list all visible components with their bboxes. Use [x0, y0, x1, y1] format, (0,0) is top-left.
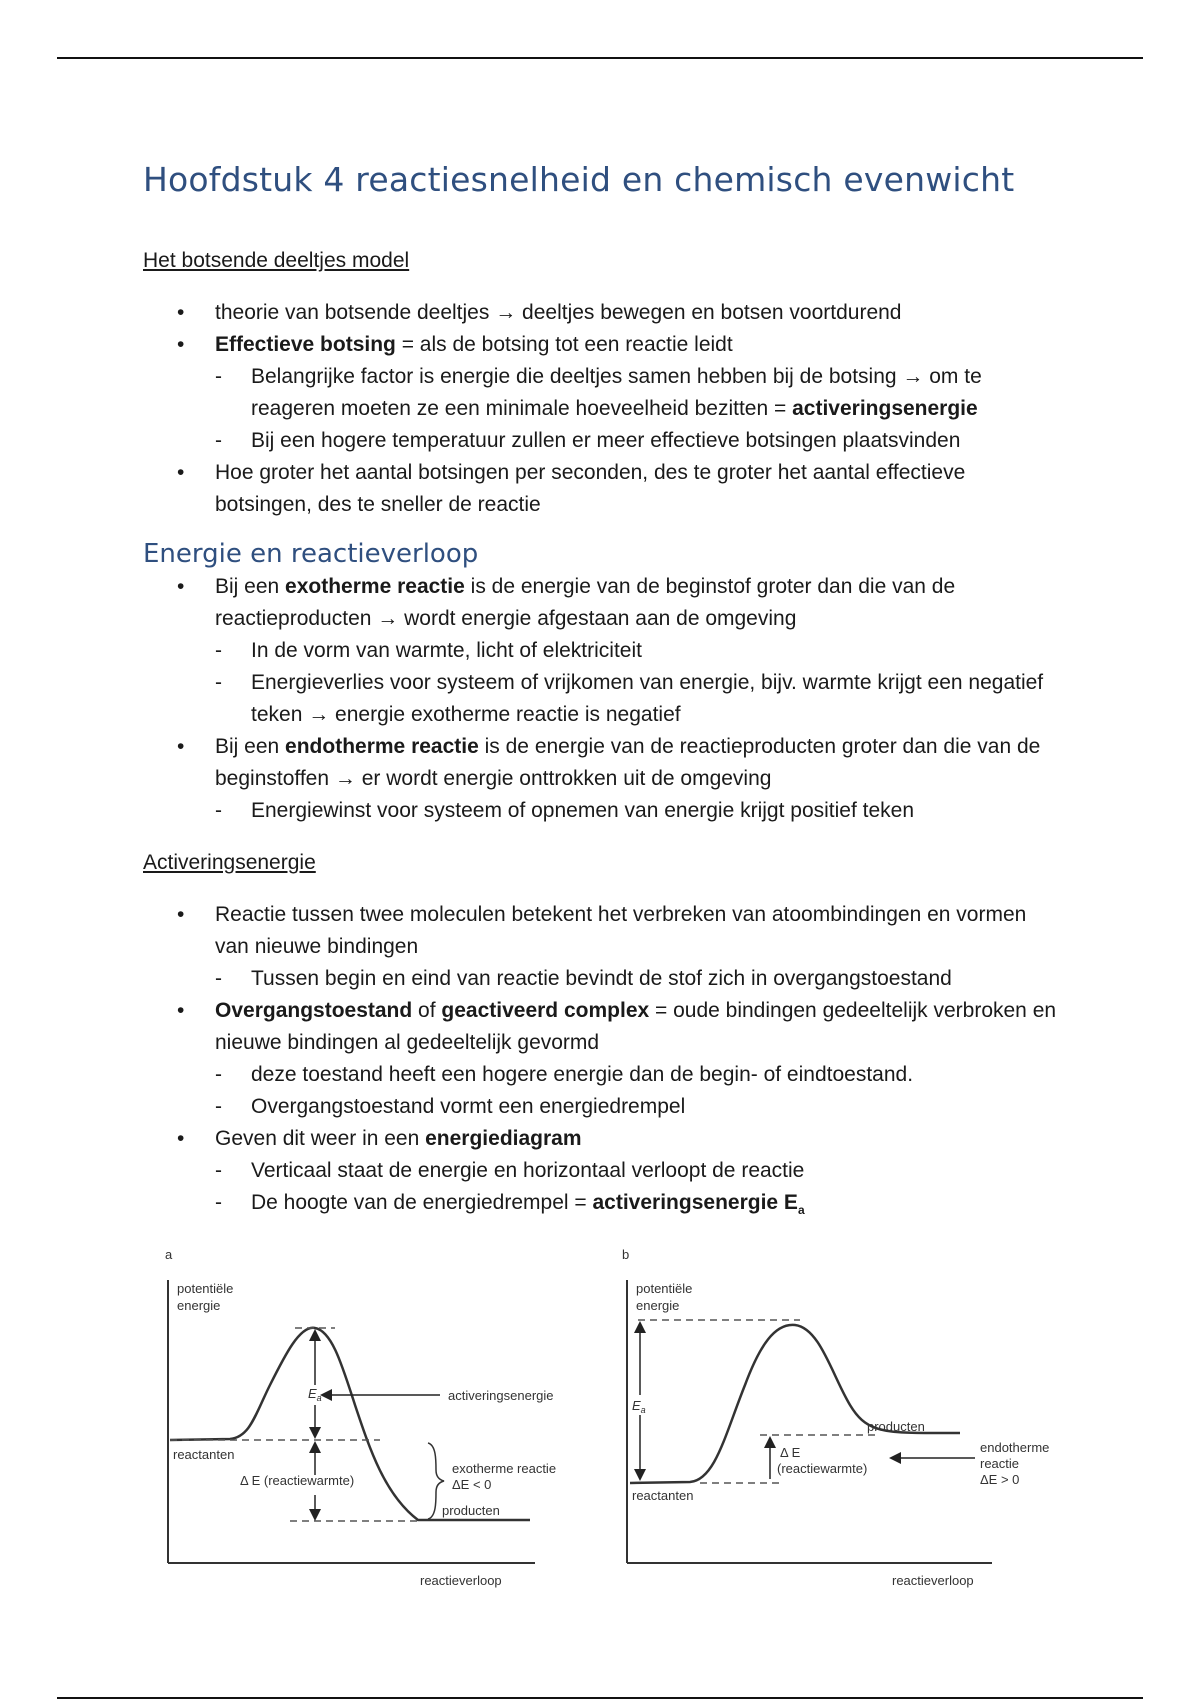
list-subitem: - Verticaal staat de energie en horizontaal verloopt de reactie — [143, 1155, 1063, 1187]
list-activeringsenergie — [143, 899, 1063, 1226]
list-subitem: - Tussen begin en eind van reactie bevindt de stof zich in overgangstoestand — [143, 963, 1063, 995]
delta-e-label: Δ E — [780, 1445, 801, 1460]
y-axis-label: energie — [636, 1298, 680, 1313]
ea-label: $E_a$ — [632, 1398, 646, 1415]
exotherm-label: exotherme reactie — [452, 1461, 557, 1476]
endotherm-label: reactie — [980, 1456, 1020, 1471]
list-subitem: - In de vorm van warmte, licht of elektriciteit — [143, 635, 1063, 667]
diagram-exotherm — [165, 1247, 556, 1588]
list-item: • Reactie tussen twee moleculen betekent het verbreken van atoombindingen en vormen van nieuwe bindingen — [143, 899, 1063, 963]
reactiewarmte-label: (reactiewarmte) — [777, 1461, 868, 1476]
energy-diagrams-svg — [160, 1245, 1080, 1605]
list-subitem: - De hoogte van de energiedrempel = activeringsenergie $E_a$ — [143, 1187, 1063, 1226]
list-item: • Effectieve botsing = als de botsing tot een reactie leidt — [143, 329, 1063, 361]
ea-label: $E_a$ — [308, 1386, 322, 1403]
list-subitem: - Energiewinst voor systeem of opnemen van energie krijgt positief teken — [143, 795, 1063, 827]
list-botsende-deeltjes — [143, 297, 1063, 521]
arrow-right-icon: → — [308, 703, 330, 726]
arrow-right-icon: → — [334, 767, 356, 790]
footer-rule — [57, 1697, 1143, 1699]
list-item: • Geven dit weer in een energiediagram — [143, 1123, 1063, 1155]
panel-label: a — [165, 1247, 173, 1262]
arrow-right-icon: → — [377, 607, 399, 630]
list-item: • Bij een endotherme reactie is de energie van de reactieproducten groter dan die van de beginstoffen → er wordt energie onttrokken uit de omgeving — [143, 731, 1063, 795]
arrow-right-icon: → — [902, 365, 924, 388]
arrow-right-icon: → — [495, 301, 517, 324]
panel-label: b — [622, 1247, 630, 1262]
energy-diagrams — [160, 1245, 1080, 1605]
list-item: • theorie van botsende deeltjes → deeltjes bewegen en botsen voortdurend — [143, 297, 1063, 329]
header-rule — [57, 57, 1143, 59]
x-axis-label: reactieverloop — [892, 1573, 974, 1588]
y-axis-label: energie — [177, 1298, 221, 1313]
section-heading-activeringsenergie: Activeringsenergie — [143, 851, 316, 874]
exotherm-delta-label: ΔE < 0 — [452, 1477, 492, 1492]
list-item: • Overgangstoestand of geactiveerd complex = oude bindingen gedeeltelijk verbroken en nieuwe bindingen al gedeeltelijk gevormd — [143, 995, 1063, 1059]
list-subitem: - Energieverlies voor systeem of vrijkomen van energie, bijv. warmte krijgt een negatief teken → energie exotherme reactie is negatief — [143, 667, 1063, 731]
endotherm-delta-label: ΔE > 0 — [980, 1472, 1020, 1487]
producten-label: producten — [442, 1503, 500, 1518]
endotherm-label: endotherme — [980, 1440, 1050, 1455]
y-axis-label: potentiële — [636, 1281, 693, 1296]
reactanten-label: reactanten — [632, 1488, 694, 1503]
y-axis-label: potentiële — [177, 1281, 234, 1296]
document-body — [143, 160, 1063, 1226]
section-heading-botsende-deeltjes: Het botsende deeltjes model — [143, 249, 410, 272]
reactanten-label: reactanten — [173, 1447, 235, 1462]
list-subitem: - Belangrijke factor is energie die deeltjes samen hebben bij de botsing → om te reageren moeten ze een minimale hoeveelheid bezitten = activeringsenergie — [143, 361, 1063, 425]
x-axis-label: reactieverloop — [420, 1573, 502, 1588]
list-subitem: - deze toestand heeft een hogere energie dan de begin- of eindtoestand. — [143, 1059, 1063, 1091]
section-heading-energie: Energie en reactieverloop — [143, 539, 479, 569]
page-title: Hoofdstuk 4 reactiesnelheid en chemisch evenwicht — [143, 160, 1015, 199]
diagram-endotherm — [622, 1247, 1049, 1588]
activering-label: activeringsenergie — [448, 1388, 554, 1403]
reactiewarmte-label: Δ E (reactiewarmte) — [240, 1473, 355, 1488]
list-subitem: - Bij een hogere temperatuur zullen er meer effectieve botsingen plaatsvinden — [143, 425, 1063, 457]
producten-label: producten — [867, 1419, 925, 1434]
list-energie — [143, 571, 1063, 827]
list-item: • Bij een exotherme reactie is de energie van de beginstof groter dan die van de reactieproducten → wordt energie afgestaan aan de omgeving — [143, 571, 1063, 635]
list-item: • Hoe groter het aantal botsingen per seconden, des te groter het aantal effectieve botsingen, des te sneller de reactie — [143, 457, 1063, 521]
list-subitem: - Overgangstoestand vormt een energiedrempel — [143, 1091, 1063, 1123]
